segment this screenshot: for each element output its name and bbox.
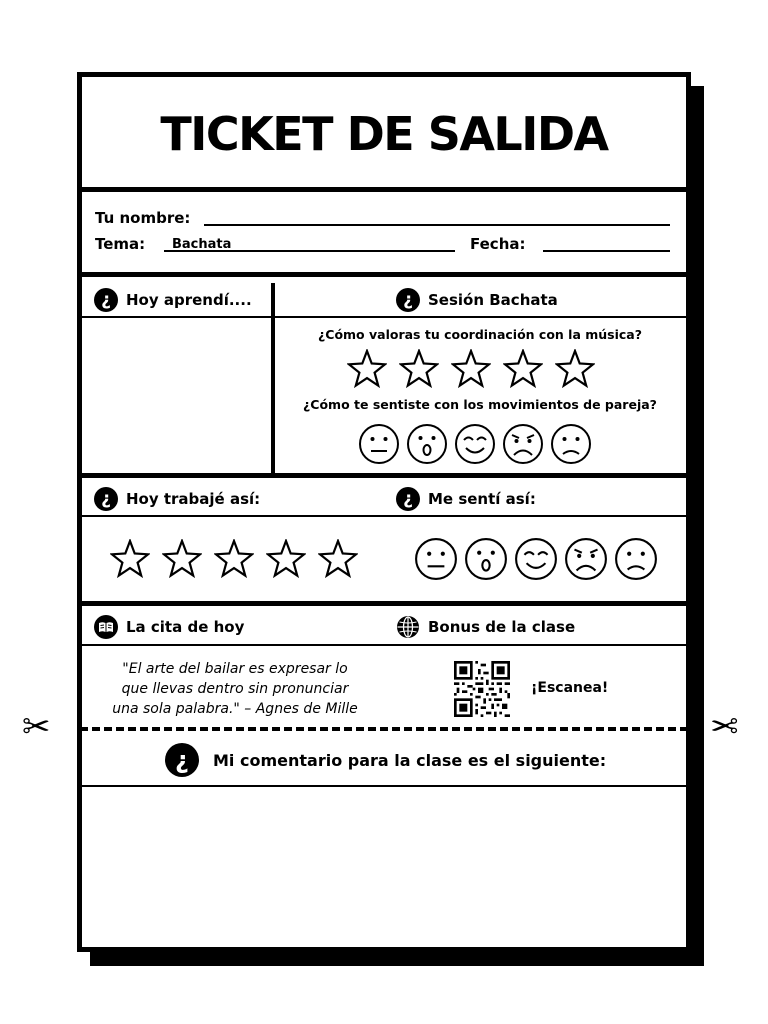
star-rating-icon[interactable] [318, 539, 358, 579]
worked-heading [94, 487, 260, 511]
sad-face-icon[interactable] [564, 537, 608, 581]
comment-area[interactable] [82, 787, 686, 947]
feeling-faces [414, 537, 664, 581]
work-stars [110, 539, 370, 579]
qr-code-icon[interactable] [454, 661, 510, 717]
unhappy-face-icon[interactable] [614, 537, 658, 581]
comment-heading [165, 743, 606, 777]
coordination-question: ¿Cómo valoras tu coordinación con la música? [318, 327, 642, 342]
star-rating-icon[interactable] [214, 539, 254, 579]
surprised-face-icon[interactable] [464, 537, 508, 581]
partner-question: ¿Cómo te sentiste con los movimientos de pareja? [303, 397, 657, 412]
quote-line: "El arte del bailar es expresar lo [122, 661, 348, 677]
question-icon: ¿ [94, 288, 118, 312]
divider [82, 515, 686, 517]
surprised-face-icon[interactable] [406, 423, 448, 465]
question-icon: ¿ [396, 487, 420, 511]
question-icon: ¿ [94, 487, 118, 511]
quote-heading [94, 615, 244, 639]
cut-line [80, 727, 688, 731]
page-title: TICKET DE SALIDA [160, 107, 608, 161]
divider [82, 272, 686, 277]
book-icon [94, 615, 118, 639]
column-divider [271, 283, 275, 473]
question-icon: ¿ [165, 743, 199, 777]
felt-heading-text: Me sentí así: [428, 490, 536, 508]
bonus-heading-text: Bonus de la clase [428, 618, 576, 636]
partner-faces [358, 423, 598, 465]
session-heading-text: Sesión Bachata [428, 291, 558, 309]
neutral-face-icon[interactable] [414, 537, 458, 581]
name-field[interactable] [204, 224, 670, 226]
comment-heading-text: Mi comentario para la clase es el siguiente: [213, 750, 607, 770]
learned-heading-text: Hoy aprendí.... [126, 291, 252, 309]
divider [82, 473, 686, 478]
star-rating-icon[interactable] [266, 539, 306, 579]
happy-face-icon[interactable] [454, 423, 496, 465]
scissors-icon: ✂ [710, 707, 739, 747]
quote-text [85, 659, 385, 719]
name-label: Tu nombre: [95, 209, 191, 227]
divider [82, 187, 686, 192]
date-label: Fecha: [470, 235, 526, 253]
star-rating-icon[interactable] [162, 539, 202, 579]
coordination-stars [347, 349, 607, 389]
date-field[interactable] [543, 250, 670, 252]
happy-face-icon[interactable] [514, 537, 558, 581]
quote-heading-text: La cita de hoy [126, 618, 245, 636]
star-rating-icon[interactable] [110, 539, 150, 579]
globe-icon [396, 615, 420, 639]
quote-line: una sola palabra." – Agnes de Mille [112, 701, 358, 717]
star-rating-icon[interactable] [503, 349, 543, 389]
exit-ticket-card [77, 72, 691, 952]
learned-area[interactable] [82, 318, 271, 473]
topic-label: Tema: [95, 235, 146, 253]
star-rating-icon[interactable] [555, 349, 595, 389]
unhappy-face-icon[interactable] [550, 423, 592, 465]
neutral-face-icon[interactable] [358, 423, 400, 465]
divider [82, 644, 686, 646]
question-icon: ¿ [396, 288, 420, 312]
quote-line: que llevas dentro sin pronunciar [121, 681, 349, 697]
scan-label: ¡Escanea! [531, 680, 609, 696]
star-rating-icon[interactable] [347, 349, 387, 389]
session-heading [396, 288, 558, 312]
topic-value: Bachata [172, 237, 232, 252]
felt-heading [396, 487, 536, 511]
learned-heading [94, 288, 252, 312]
sad-face-icon[interactable] [502, 423, 544, 465]
divider [82, 601, 686, 606]
star-rating-icon[interactable] [451, 349, 491, 389]
worked-heading-text: Hoy trabajé así: [126, 490, 261, 508]
scissors-icon: ✂ [22, 707, 51, 747]
bonus-heading [396, 615, 575, 639]
star-rating-icon[interactable] [399, 349, 439, 389]
